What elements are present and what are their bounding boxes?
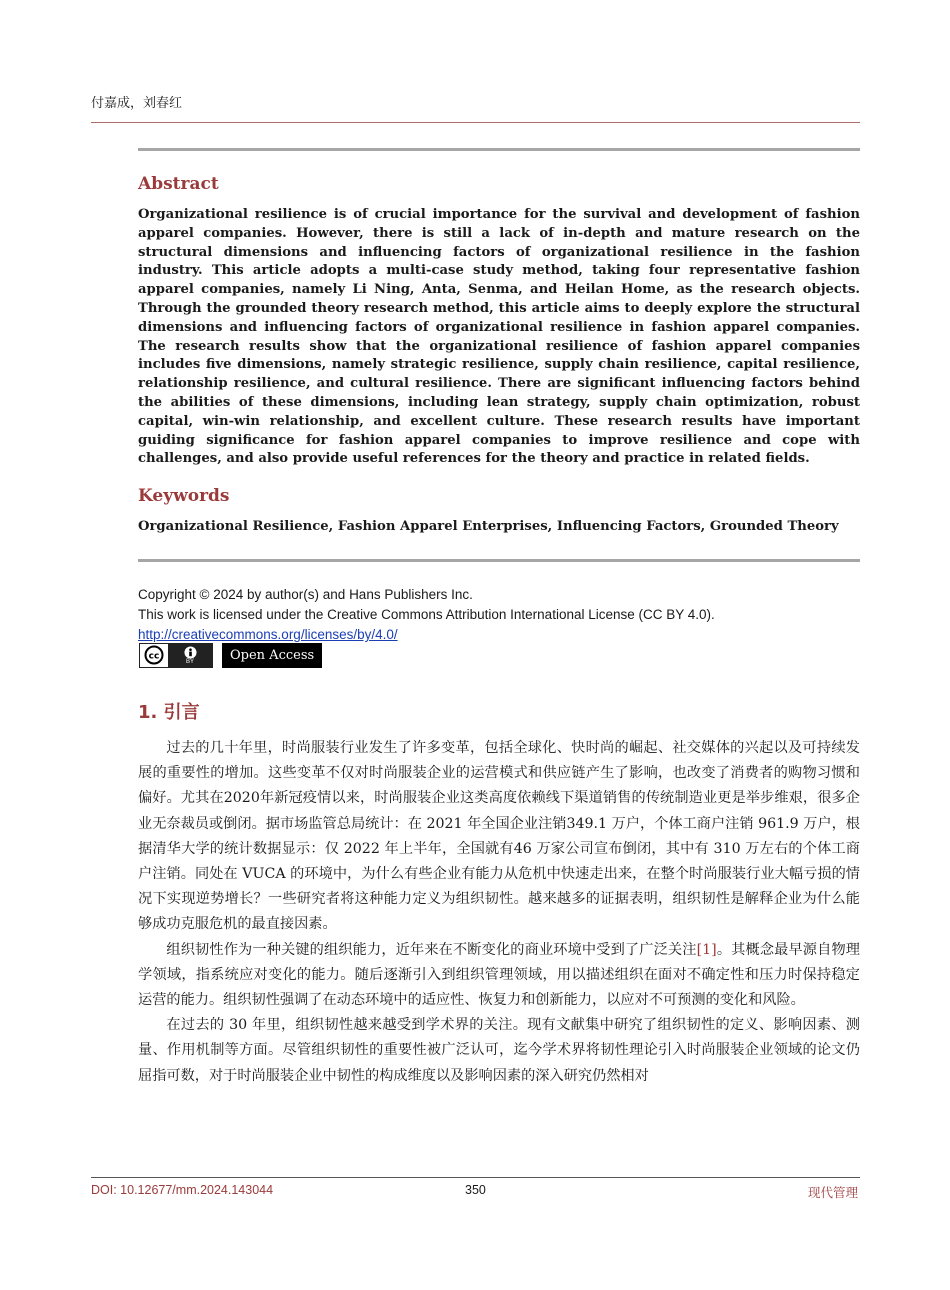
abstract-box-bottom-rule xyxy=(138,559,860,562)
paragraph-2-text-b: 。其概念最早源自物理学领域，指系统应对变化的能力。随后逐渐引入到组织管理领域，用以描述组织在面对不确定性和压力时保持稳定运营的能力。组织韧性强调了在动态环境中的适应性、恢复力和创新能力，以应对不可预测的变化和风险。 xyxy=(138,941,860,1009)
license-link[interactable]: http://creativecommons.org/licenses/by/4.0/ xyxy=(138,627,398,642)
footer-divider xyxy=(91,1177,860,1178)
keywords-heading: Keywords xyxy=(138,486,230,506)
copyright-block xyxy=(138,585,860,645)
cc-badge-label: BY xyxy=(185,658,194,665)
section-heading-introduction: 1. 引言 xyxy=(138,702,200,723)
keywords-text: Organizational Resilience, Fashion Apparel Enterprises, Influencing Factors, Grounded Theory xyxy=(138,519,839,534)
license-line: This work is licensed under the Creative Commons Attribution International License (CC BY 4.0). xyxy=(138,607,715,622)
abstract-text: Organizational resilience is of crucial importance for the survival and development of fashion apparel companies. However, there is still a lack of in-depth and mature research on the structural dimensions and influencing factors of organizational resilience in the fashion industry. This article adopts a multi-case study method, taking four representative fashion apparel companies, namely Li Ning, Anta, Senma, and Heilan Home, as the research objects. Through the grounded theory research method, this article aims to deeply explore the structural dimensions and influencing factors of organizational resilience in fashion apparel companies. The research results show that the organizational resilience of fashion apparel companies includes five dimensions, namely strategic resilience, supply chain resilience, capital resilience, relationship resilience, and cultural resilience. There are significant influencing factors behind the abilities of these dimensions, including lean strategy, supply chain optimization, robust capital, win-win relationship, and excellent culture. These research results have important guiding significance for fashion apparel companies to improve resilience and cope with challenges, and also provide useful references for the theory and practice in related fields. xyxy=(138,207,860,467)
citation-link-1[interactable]: [1] xyxy=(696,941,717,958)
footer-doi: DOI: 10.12677/mm.2024.143044 xyxy=(91,1183,274,1197)
cc-icon xyxy=(140,644,168,667)
cc-by-badge[interactable] xyxy=(139,643,213,668)
by-attribution-icon xyxy=(168,644,212,667)
abstract-heading: Abstract xyxy=(138,174,219,194)
journal-name: 现代管理 xyxy=(807,1185,858,1200)
license-badges xyxy=(139,642,322,668)
running-header-authors: 付嘉成，刘春红 xyxy=(91,96,183,111)
abstract-box-top-rule xyxy=(138,148,860,151)
introduction-body xyxy=(138,736,860,1089)
paragraph-3: 在过去的 30 年里，组织韧性越来越受到学术界的关注。现有文献集中研究了组织韧性的定义、影响因素、测量、作用机制等方面。尽管组织韧性的重要性被广泛认可，迄今学术界将韧性理论引入时尚服装企业领域的论文仍屈指可数，对于时尚服装企业中韧性的构成维度以及影响因素的深入研究仍然相对 xyxy=(138,1017,860,1084)
header-divider xyxy=(91,122,860,123)
copyright-line: Copyright © 2024 by author(s) and Hans Publishers Inc. xyxy=(138,587,473,602)
paragraph-2 xyxy=(138,938,860,1014)
svg-text:cc: cc xyxy=(148,651,160,662)
paragraph-1: 过去的几十年里，时尚服装行业发生了许多变革，包括全球化、快时尚的崛起、社交媒体的兴起以及可持续发展的重要性的增加。这些变革不仅对时尚服装企业的运营模式和供应链产生了影响，也改变了消费者的购物习惯和偏好。尤其在2020年新冠疫情以来，时尚服装企业这类高度依赖线下渠道销售的传统制造业更是举步维艰，很多企业无奈裁员或倒闭。据市场监管总局统计：在 2021 年全国企业注销349.1 万户，个体工商户注销 961.9 万户，根据清华大学的统计数据显示：仅 2022 年上半年，全国就有46 万家公司宣布倒闭，其中有 310 万左右的个体工商户注销。同处在 VUCA 的环境中，为什么有些企业有能力从危机中快速走出来，在整个时尚服装行业大幅亏损的情况下实现逆势增长？一些研究者将这种能力定义为组织韧性。越来越多的证据表明，组织韧性是解释企业为什么能够成功克服危机的最直接因素。 xyxy=(138,740,860,933)
page-number: 350 xyxy=(465,1183,486,1197)
paragraph-2-text-a: 组织韧性作为一种关键的组织能力，近年来在不断变化的商业环境中受到了广泛关注 xyxy=(166,941,697,958)
open-access-badge[interactable]: Open Access xyxy=(222,643,322,668)
